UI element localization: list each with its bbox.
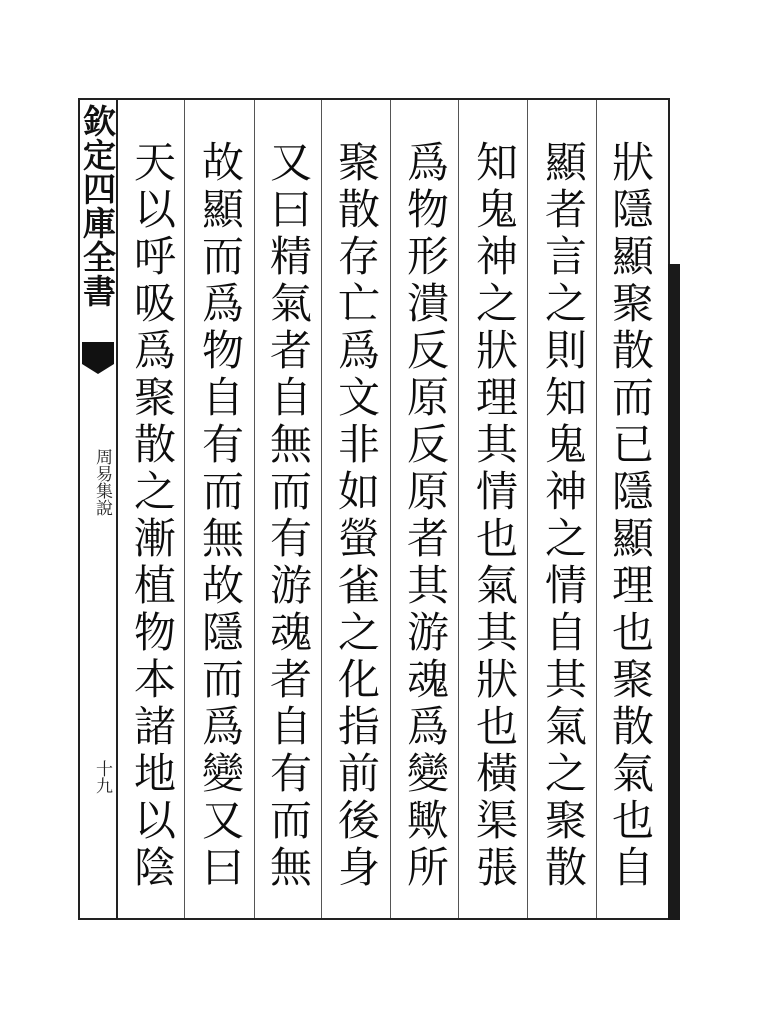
fish-tail-mark (82, 342, 114, 364)
text-column-8: 天以呼吸爲聚散之漸植物本諸地以陰 (128, 140, 177, 892)
text-column-7: 故顯而爲物自有而無故隱而爲變又曰 (196, 140, 245, 892)
column-rule (527, 100, 528, 918)
text-column-5: 聚散存亡爲文非如螢雀之化指前後身 (332, 140, 381, 892)
collection-title: 欽定四庫全書 (78, 104, 117, 308)
text-column-2: 顯者言之則知鬼神之情自其氣之聚散 (539, 140, 588, 892)
page-number: 十九 (92, 760, 112, 794)
frame-edge-shadow (668, 264, 680, 920)
text-column-4: 爲物形潰反原反原者其游魂爲變歟所 (401, 140, 450, 892)
book-title: 周易集說 (92, 448, 112, 516)
column-rule (254, 100, 255, 918)
text-column-6: 又曰精氣者自無而有游魂者自有而無 (264, 140, 313, 892)
column-rule (596, 100, 597, 918)
column-rule (321, 100, 322, 918)
column-rule (390, 100, 391, 918)
text-column-1: 狀隱顯聚散而已隱顯理也聚散氣也自 (606, 140, 655, 892)
column-rule (458, 100, 459, 918)
column-rule (184, 100, 185, 918)
text-column-3: 知鬼神之狀理其情也氣其狀也橫渠張 (470, 140, 519, 892)
